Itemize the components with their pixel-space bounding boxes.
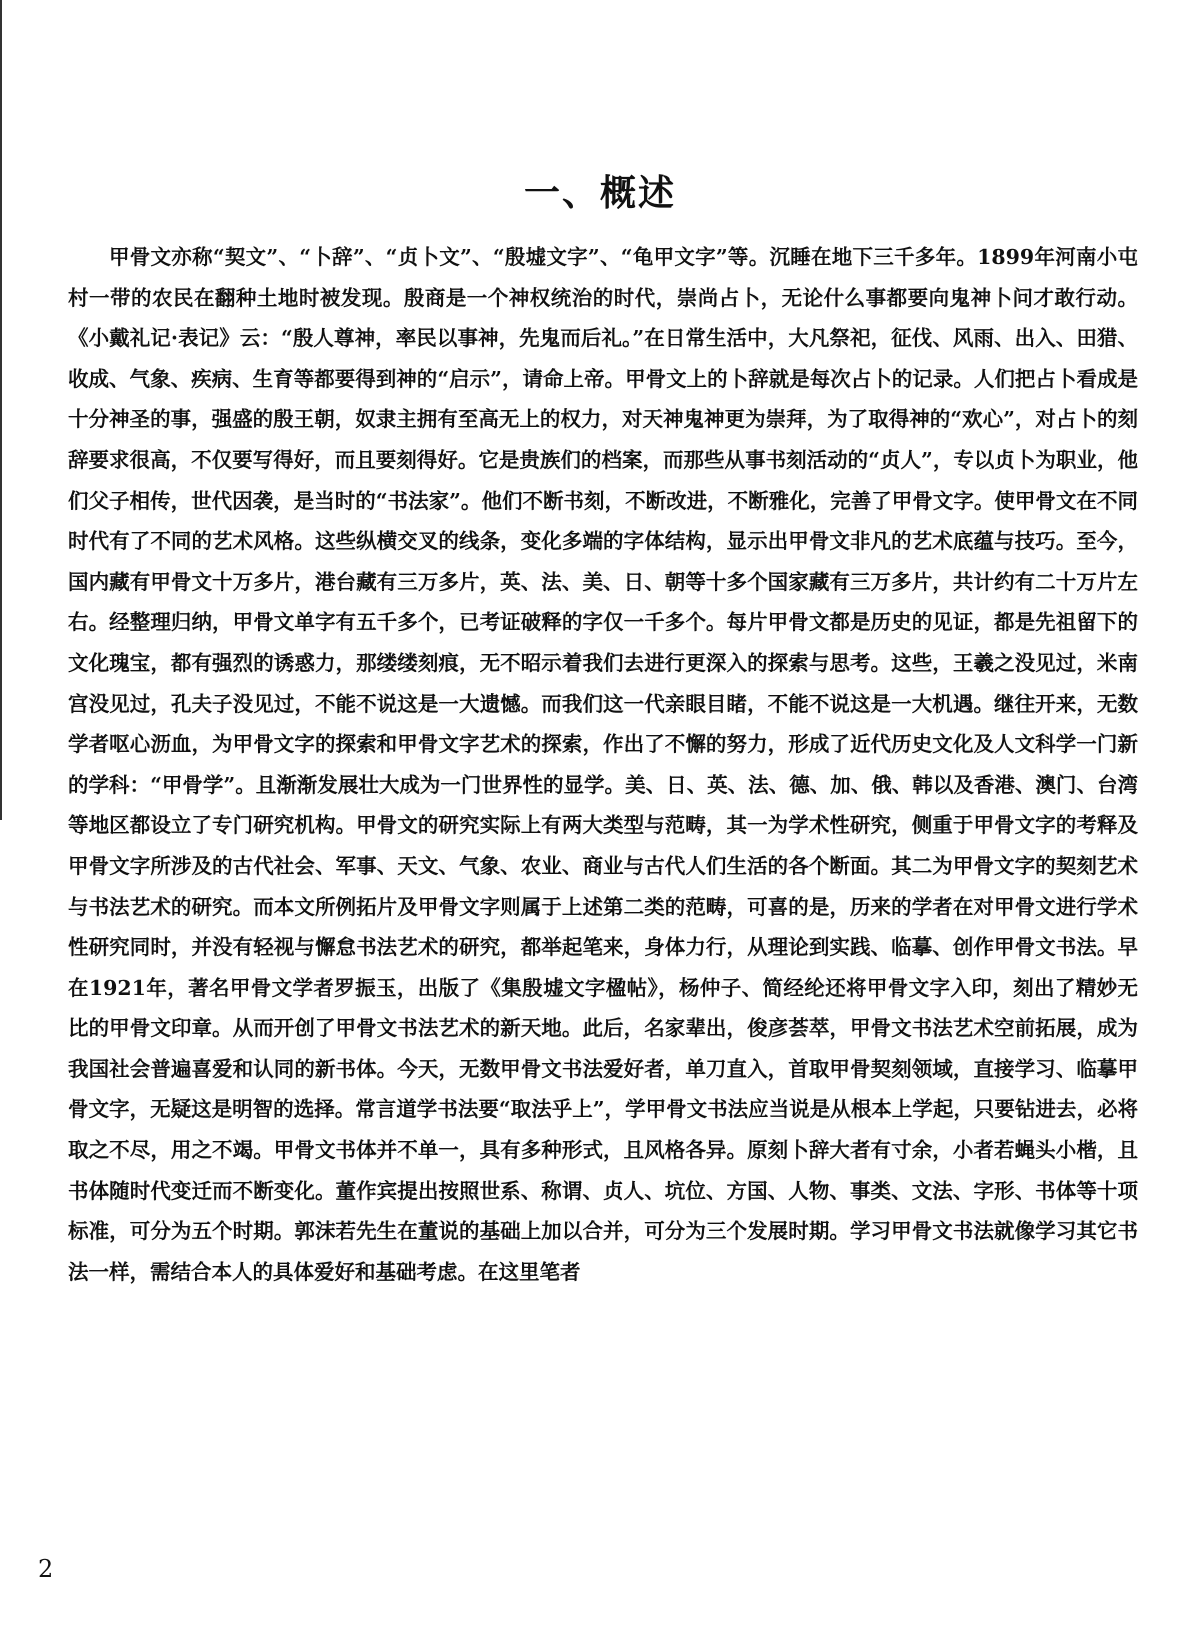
scan-edge-line [0, 0, 2, 820]
body-paragraph: 甲骨文亦称“契文”、“卜辞”、“贞卜文”、“殷墟文字”、“龟甲文字”等。沉睡在地下三千多年。1899年河南小屯村一带的农民在翻种土地时被发现。殷商是一个神权统治的时代，崇尚占卜，无论什么事都要向鬼神卜问才敢行动。《小戴礼记·表记》云：“殷人尊神，率民以事神，先鬼而后礼。”在日常生活中，大凡祭祀，征伐、风雨、出入、田猎、收成、气象、疾病、生育等都要得到神的“启示”，请命上帝。甲骨文上的卜辞就是每次占卜的记录。人们把占卜看成是十分神圣的事，强盛的殷王朝，奴隶主拥有至高无上的权力，对天神鬼神更为崇拜，为了取得神的“欢心”，对占卜的刻辞要求很高，不仅要写得好，而且要刻得好。它是贵族们的档案，而那些从事书刻活动的“贞人”，专以贞卜为职业，他们父子相传，世代因袭，是当时的“书法家”。他们不断书刻，不断改进，不断雅化，完善了甲骨文字。使甲骨文在不同时代有了不同的艺术风格。这些纵横交叉的线条，变化多端的字体结构，显示出甲骨文非凡的艺术底蕴与技巧。至今，国内藏有甲骨文十万多片，港台藏有三万多片，英、法、美、日、朝等十多个国家藏有三万多片，共计约有二十万片左右。经整理归纳，甲骨文单字有五千多个，已考证破释的字仅一千多个。每片甲骨文都是历史的见证，都是先祖留下的文化瑰宝，都有强烈的诱惑力，那缕缕刻痕，无不昭示着我们去进行更深入的探索与思考。这些，王羲之没见过，米南宫没见过，孔夫子没见过，不能不说这是一大遗憾。而我们这一代亲眼目睹，不能不说这是一大机遇。继往开来，无数学者呕心沥血，为甲骨文字的探索和甲骨文字艺术的探索，作出了不懈的努力，形成了近代历史文化及人文科学一门新的学科：“甲骨学”。且渐渐发展壮大成为一门世界性的显学。美、日、英、法、德、加、俄、韩以及香港、澳门、台湾等地区都设立了专门研究机构。甲骨文的研究实际上有两大类型与范畴，其一为学术性研究，侧重于甲骨文字的考释及甲骨文字所涉及的古代社会、军事、天文、气象、农业、商业与古代人们生活的各个断面。其二为甲骨文字的契刻艺术与书法艺术的研究。而本文所例拓片及甲骨文字则属于上述第二类的范畴，可喜的是，历来的学者在对甲骨文进行学术性研究同时，并没有轻视与懈怠书法艺术的研究，都举起笔来，身体力行，从理论到实践、临摹、创作甲骨文书法。早在1921年，著名甲骨文学者罗振玉，出版了《集殷墟文字楹帖》，杨仲子、简经纶还将甲骨文字入印，刻出了精妙无比的甲骨文印章。从而开创了甲骨文书法艺术的新天地。此后，名家辈出，俊彦荟萃，甲骨文书法艺术空前拓展，成为我国社会普遍喜爱和认同的新书体。今天，无数甲骨文书法爱好者，单刀直入，首取甲骨契刻领域，直接学习、临摹甲骨文字，无疑这是明智的选择。常言道学书法要“取法乎上”，学甲骨文书法应当说是从根本上学起，只要钻进去，必将取之不尽，用之不竭。甲骨文书体并不单一，具有多种形式，且风格各异。原刻卜辞大者有寸余，小者若蝇头小楷，且书体随时代变迁而不断变化。董作宾提出按照世系、称谓、贞人、坑位、方国、人物、事类、文法、字形、书体等十项标准，可分为五个时期。郭沫若先生在董说的基础上加以合并，可分为三个发展时期。学习甲骨文书法就像学习其它书法一样，需结合本人的具体爱好和基础考虑。在这里笔者 [68, 245, 1138, 1284]
page-number: 2 [38, 1555, 54, 1583]
section-title: 一、概述 [523, 173, 676, 214]
